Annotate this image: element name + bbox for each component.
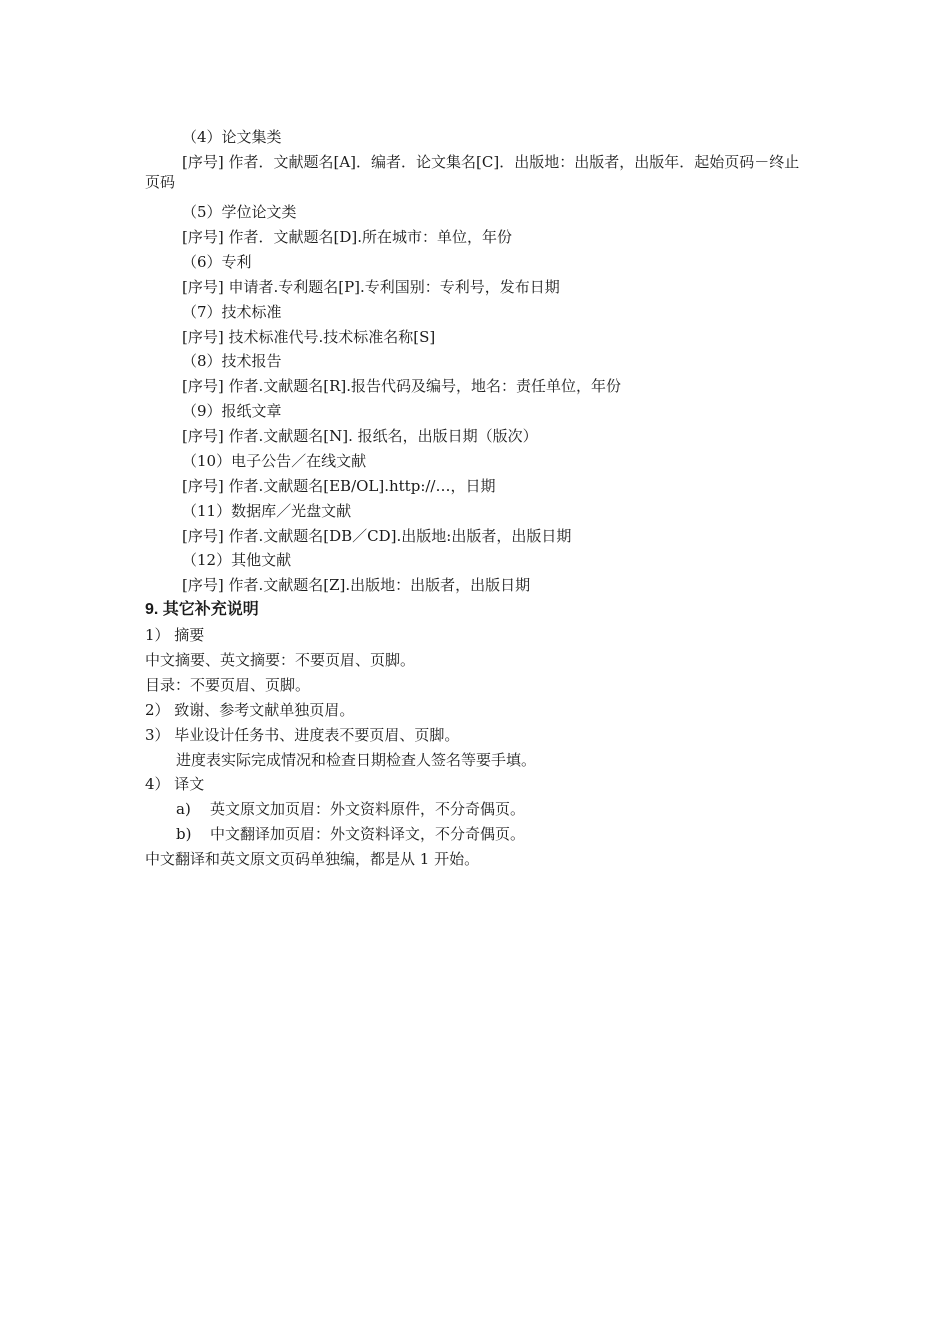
paragraph: 中文翻译和英文原文页码单独编，都是从 1 开始。 bbox=[145, 850, 480, 868]
ref-format: [序号] 作者.文献题名[EB/OL].http://…，日期 bbox=[182, 477, 496, 495]
ref-format: [序号] 作者.文献题名[Z].出版地：出版者，出版日期 bbox=[182, 576, 531, 594]
ref-type-title: （4）论文集类 bbox=[182, 128, 282, 146]
sub-list-item bbox=[176, 824, 525, 844]
section-heading: 9. 其它补充说明 bbox=[145, 601, 259, 618]
ref-type-title: （7）技术标准 bbox=[182, 303, 282, 321]
ref-type-title: （8）技术报告 bbox=[182, 352, 282, 370]
ref-format: [序号] 作者．文献题名[A]．编者．论文集名[C]．出版地：出版者，出版年．起始页码－终止页码 bbox=[145, 153, 800, 191]
ref-type-title: （5）学位论文类 bbox=[182, 203, 297, 221]
ref-format: [序号] 作者.文献题名[N]. 报纸名，出版日期（版次） bbox=[182, 427, 538, 445]
paragraph: 中文摘要、英文摘要：不要页眉、页脚。 bbox=[145, 651, 416, 669]
ref-format: [序号] 技术标准代号.技术标准名称[S] bbox=[182, 328, 436, 346]
ref-type-title: （10）电子公告／在线文献 bbox=[182, 452, 367, 470]
ref-format: [序号] 申请者.专利题名[P].专利国别：专利号，发布日期 bbox=[182, 278, 560, 296]
sub-list-text: 英文原文加页眉：外文资料原件，不分奇偶页。 bbox=[210, 800, 526, 818]
sub-list-text: 中文翻译加页眉：外文资料译文，不分奇偶页。 bbox=[210, 825, 526, 843]
paragraph: 目录：不要页眉、页脚。 bbox=[145, 676, 311, 694]
list-item-acknowledgement: 2） 致谢、参考文献单独页眉。 bbox=[145, 701, 355, 719]
list-item-abstract: 1） 摘要 bbox=[145, 626, 205, 644]
sub-list-marker: a) bbox=[176, 800, 191, 818]
ref-format: [序号] 作者.文献题名[R].报告代码及编号，地名：责任单位，年份 bbox=[182, 377, 622, 395]
ref-type-title: （9）报纸文章 bbox=[182, 402, 282, 420]
paragraph: 进度表实际完成情况和检查日期检查人签名等要手填。 bbox=[176, 751, 537, 769]
list-item-task-book: 3） 毕业设计任务书、进度表不要页眉、页脚。 bbox=[145, 726, 460, 744]
ref-type-title: （12）其他文献 bbox=[182, 551, 292, 569]
ref-format: [序号] 作者．文献题名[D].所在城市：单位，年份 bbox=[182, 228, 512, 246]
ref-type-title: （11）数据库／光盘文献 bbox=[182, 502, 352, 520]
sub-list-marker: b) bbox=[176, 825, 192, 843]
list-item-translation: 4） 译文 bbox=[145, 775, 205, 793]
ref-type-title: （6）专利 bbox=[182, 253, 252, 271]
ref-format: [序号] 作者.文献题名[DB／CD].出版地:出版者，出版日期 bbox=[182, 527, 572, 545]
sub-list-item bbox=[176, 799, 525, 819]
